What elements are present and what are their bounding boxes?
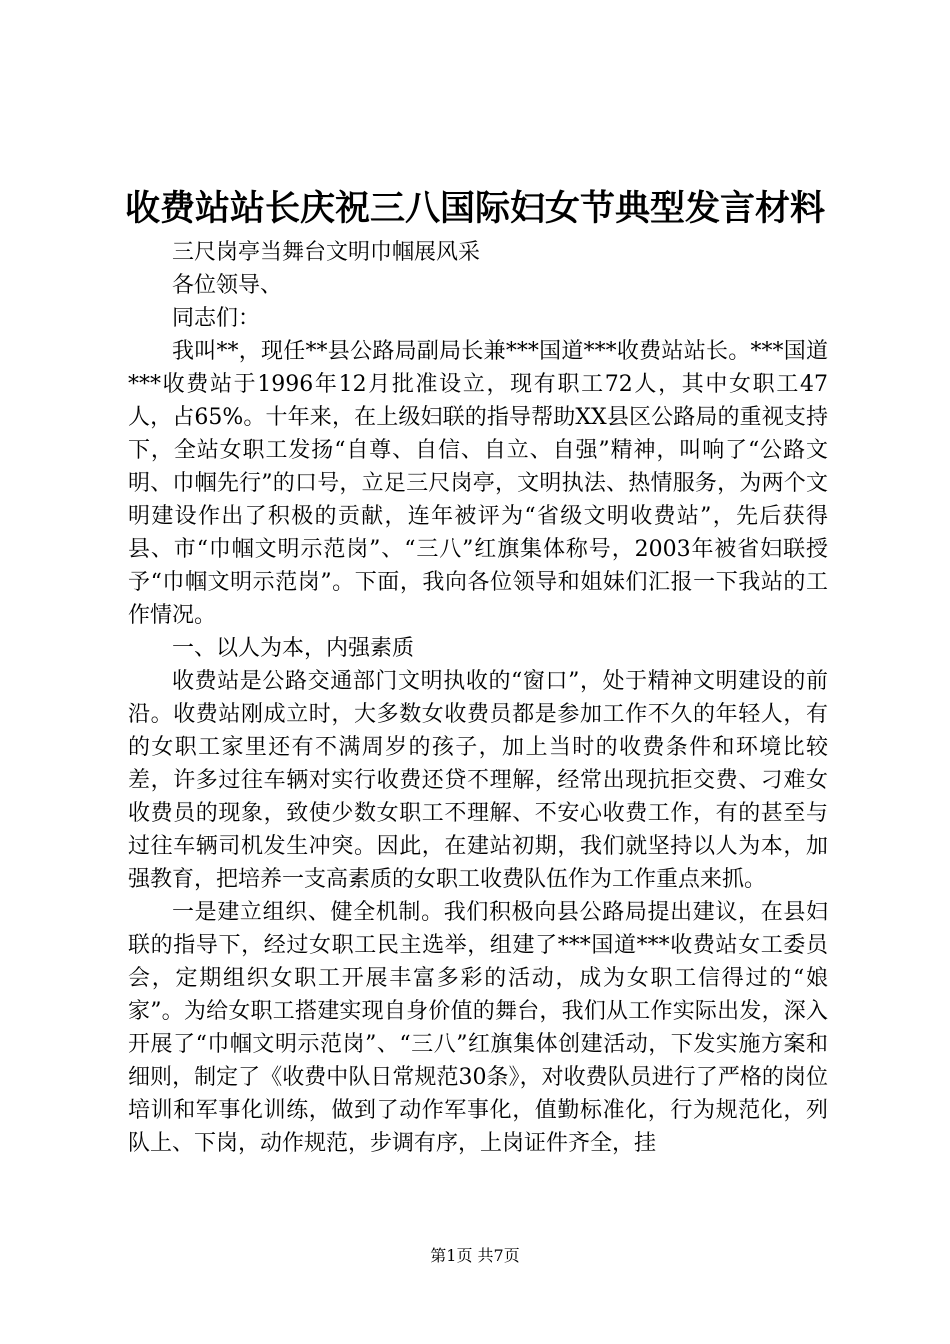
salutation-comrades: 同志们： xyxy=(172,306,261,331)
page-footer: 第1页 共7页 xyxy=(430,1246,520,1265)
salutation-leaders: 各位领导、 xyxy=(172,273,283,298)
section-heading-1: 一、以人为本，内强素质 xyxy=(172,636,415,661)
section-1-point-1-paragraph: 一是建立组织、健全机制。我们积极向县公路局提出建议，在县妇联的指导下，经过女职工民主选举，组建了***国道***收费站女工委员会，定期组织女职工开展丰富多彩的活动，成为女职工信得过的“娘家”。为给女职工搭建实现自身价值的舞台，我们从工作实际出发，深入开展了“巾帼文明示范岗”、“三八”红旗集体创建活动，下发实施方案和细则，制定了《收费中队日常规范30条》，对收费队员进行了严格的岗位培训和军事化训练，做到了动作军事化，值勤标准化，行为规范化，列队上、下岗，动作规范，步调有序，上岗证件齐全，挂 xyxy=(128,900,828,1156)
section-1-paragraph: 收费站是公路交通部门文明执收的“窗口”，处于精神文明建设的前沿。收费站刚成立时，大多数女收费员都是参加工作不久的年轻人，有的女职工家里还有不满周岁的孩子，加上当时的收费条件和环境比较差，许多过往车辆对实行收费还贷不理解，经常出现抗拒交费、刁难女收费员的现象，致使少数女职工不理解、不安心收费工作，有的甚至与过往车辆司机发生冲突。因此，在建站初期，我们就坚持以人为本，加强教育，把培养一支高素质的女职工收费队伍作为工作重点来抓。 xyxy=(128,669,828,892)
document-body xyxy=(128,236,828,1160)
intro-paragraph: 我叫**，现任**县公路局副局长兼***国道***收费站站长。***国道***收费站于1996年12月批准设立，现有职工72人，其中女职工47人，占65%。十年来，在上级妇联的指导帮助XX县区公路局的重视支持下，全站女职工发扬“自尊、自信、自立、自强”精神，叫响了“公路文明、巾帼先行”的口号，立足三尺岗亭，文明执法、热情服务，为两个文明建设作出了积极的贡献，连年被评为“省级文明收费站”，先后获得县、市“巾帼文明示范岗”、“三八”红旗集体称号，2003年被省妇联授予“巾帼文明示范岗”。下面，我向各位领导和姐妹们汇报一下我站的工作情况。 xyxy=(128,339,828,628)
subtitle-paragraph: 三尺岗亭当舞台文明巾帼展风采 xyxy=(172,240,481,265)
page-title: 收费站站长庆祝三八国际妇女节典型发言材料 xyxy=(124,188,825,229)
